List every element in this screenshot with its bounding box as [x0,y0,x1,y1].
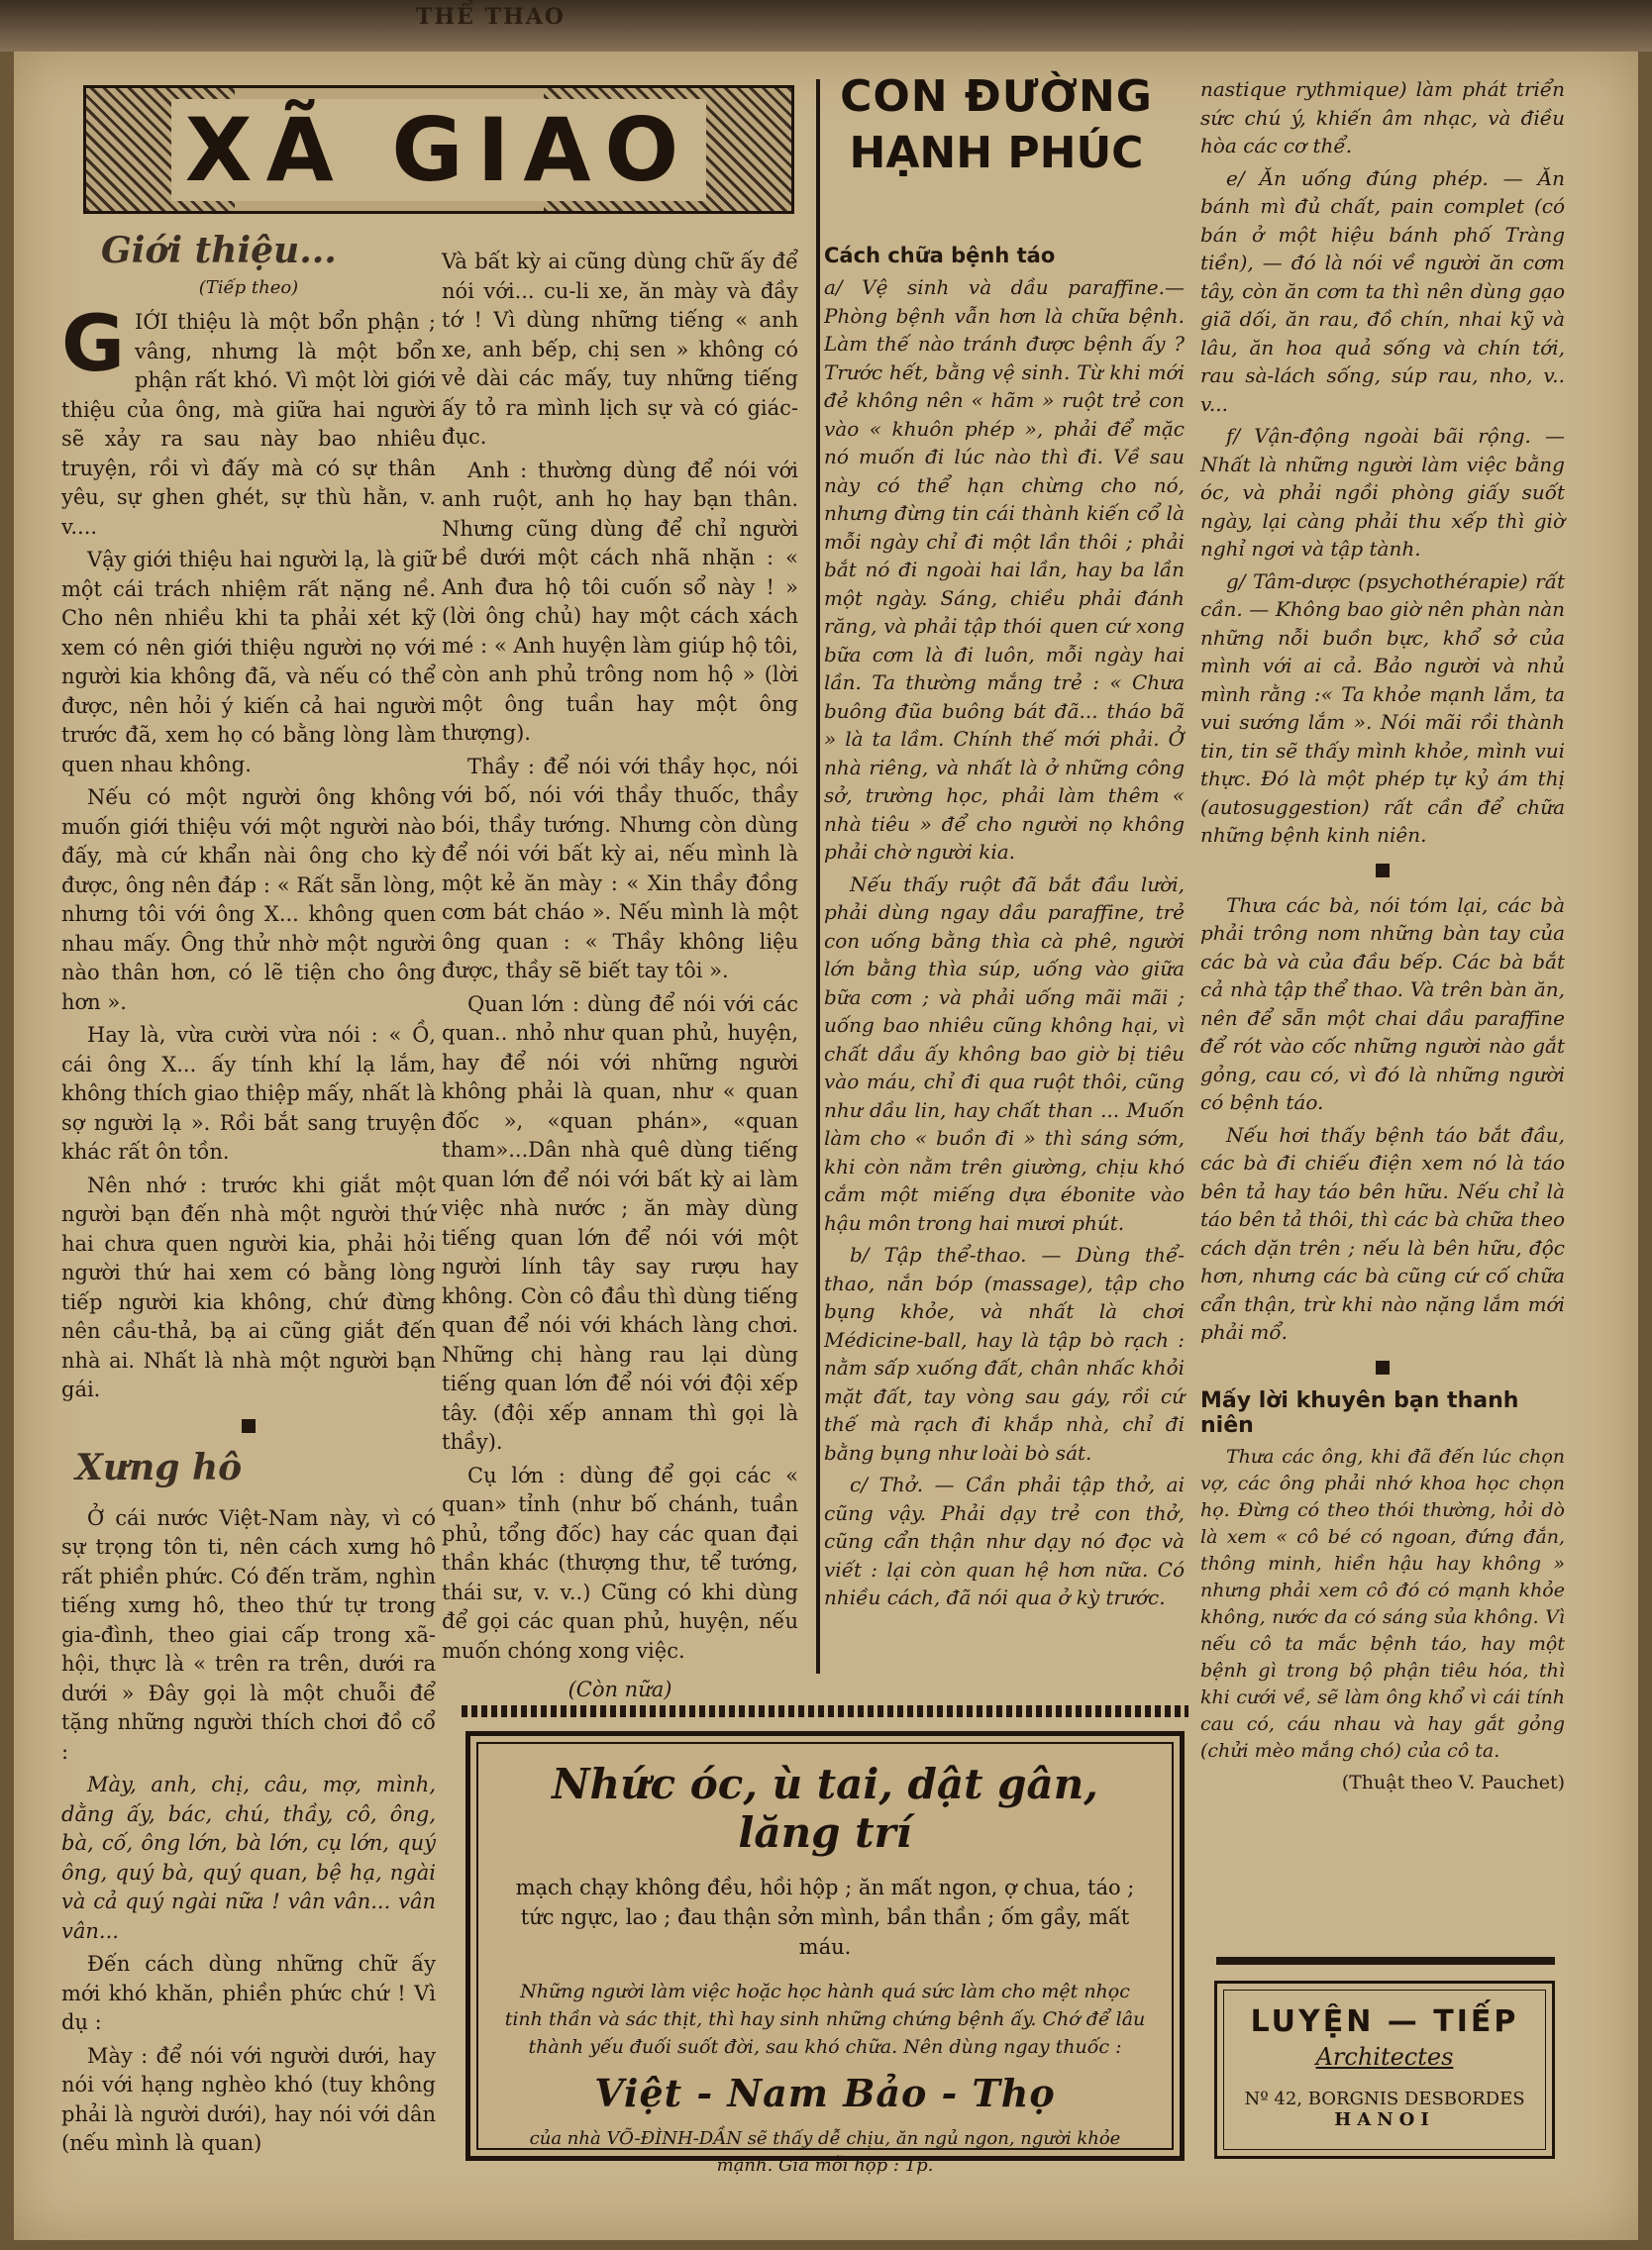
continued-note: (Còn nữa) [568,1678,672,1701]
paragraph: Cụ lớn : dùng để gọi các « quan» tỉnh (như bố chánh, tuần phủ, tổng đốc) hay các quan đại thần khác (thượng thư, tể tướng, thái sư, v. v..) Cũng có khi dùng để gọi các quan phủ, huyện, nếu muốn chóng xong việc. [442,1463,798,1663]
paragraph: Quan lớn : dùng để nói với các quan.. nhỏ như quan phủ, huyện, hay để nói với những người không phải là quan, như « quan đốc », «quan phán», «quan tham»...Dân nhà quê dùng tiếng quan lớn để nói với bất kỳ ai làm việc nhà nước ; ăn mày dùng tiếng quan lớn để nói với một người lính tây say rượu hay không. Còn cô đầu thì dùng tiếng quan để nói với khách làng chơi. Những chị hàng rau lại dùng tiếng quan lớn để nói với đội xếp tây. (đội xếp annam thì gọi là thầy). [442,991,798,1454]
paragraph: GIỚI thiệu là một bổn phận ; vâng, nhưng là một bổn phận rất khó. Vì một lời giới thiệu của ông, mà giữa hai người sẽ xảy ra sau này bao nhiêu truyện, rồi vì đấy mà có sự thân yêu, sự ghen ghét, sự thù hằn, v. v.... [61,300,436,539]
column-1 [61,230,436,2163]
section-separator [1376,1361,1390,1375]
paragraph: Hay là, vừa cười vừa nói : « Ồ, cái ông X... ấy tính khí lạ lắm, không thích giao thiệp mấy, nhất là sợ người lạ ». Rồi bắt sang truyện khác rất ôn tồn. [61,1023,436,1164]
paragraph: a/ Vệ sinh và dầu paraffine.— Phòng bệnh vẫn hơn là chữa bệnh. Làm thế nào tránh được bệnh ấy ? Trước hết, bằng vệ sinh. Từ khi mới đẻ không nên « hãm » ruột trẻ con vào « khuôn phép », phải để mặc nó muốn đi lúc nào thì đi. Về sau này có thể hạn chừng cho nó, nhưng đừng tin cái thành kiến cổ là mỗi ngày chỉ đi một lần thôi ; phải bắt nó đi ngoài hai lần, hay ba lần một ngày. Sáng, chiều phải đánh răng, và phải tập thói quen cứ xong bữa cơm là đi luôn, mỗi ngày hai lần. Ta thường mắng trẻ : « Chưa buông đũa buông bát đã... tháo bã » là ta lầm. Chính thế mới phải. Ở nhà riêng, và nhất là ở những công sở, trường học, phải làm thêm « nhà tiêu » để cho người nọ không phải chờ người kia. [824,275,1185,864]
ad-footer: của nhà VÕ-ĐÌNH-DẦN sẽ thấy dễ chịu, ăn ngủ ngon, người khỏe mạnh. Giá mỗi hộp : 1p. [529,2128,1121,2176]
paragraph: g/ Tâm-dược (psychothérapie) rất cần. — Không bao giờ nên phàn nàn những nỗi buồn bực, khổ sở của mình với ai cả. Bảo người và nhủ mình rằng :« Ta khỏe mạnh lắm, ta vui sướng lắm ». Nói mãi rồi thành tin, tin sẽ thấy mình khỏe, mình vui thực. Đó là một phép tự kỷ ám thị (autosuggestion) rất cần để chữa những bệnh kinh niên. [1200,568,1565,847]
advice-heading: Mấy lời khuyên bạn thanh niên [1200,1387,1519,1438]
section-separator [1376,864,1390,877]
section-title-gioi-thieu: Giới thiệu... [101,230,337,271]
paragraph: Nếu có một người ông không muốn giới thiệu với một người nào đấy, mà cứ khẩn nài ông cho kỳ được, ông nên đáp : « Rất sẵn lòng, nhưng tôi với ông X... không quen nhau mấy. Ông thử nhờ một người nào thân hơn, có lẽ tiện cho ông hơn ». [61,785,436,1014]
stamp-address: Nº 42, BORGNIS DESBORDES [1244,2089,1525,2109]
stamp-profession: Architectes [1315,2043,1454,2071]
paragraph: Anh : thường dùng để nói với anh ruột, anh họ hay bạn thân. Nhưng cũng dùng để chỉ người bề dưới một cách nhã nhặn : « Anh đưa hộ tôi cuốn sổ này ! » (lời ông chủ) hay một cách xách mé : « Anh huyện làm giúp hộ tôi, còn anh phủ trông nom hộ » (lời một ông tuần hay một ông thượng). [442,458,798,745]
ad-headline: Nhức óc, ù tai, dật gân, lăng trí [552,1760,1098,1857]
architect-stamp [1214,1981,1555,2159]
paragraph: Thưa các bà, nói tóm lại, các bà phải trông nom những bàn tay của các bà và của đầu bếp. Các bà bắt cả nhà tập thể thao. Và trên bàn ăn, nên để sẵn một chai dầu paraffine để rót vào cốc những người nào gắt gỏng, cau có, vì đó là những người có bệnh táo. [1200,892,1565,1114]
article-title-line-1: CON ĐƯỜNG [840,71,1153,122]
stamp-top-rule [1216,1957,1555,1965]
paragraph: Nếu hơi thấy bệnh táo bắt đầu, các bà đi chiếu điện xem nó là táo bên tả hay táo bên hữu. Nếu chỉ là táo bên tả thôi, thì các bà chữa theo cách dặn trên ; nếu là bên hữu, độc hơn, nhưng các bà cũng cứ cố chữa cẩn thận, trừ khi nào nặng lắm mới phải mổ. [1200,1122,1565,1344]
article-subheading: Cách chữa bệnh táo [824,244,1056,267]
article-title-line-2: HẠNH PHÚC [849,128,1144,178]
stamp-city: HANOI [1334,2109,1435,2130]
continued-note: (Tiếp theo) [198,277,299,298]
advertisement-box [465,1731,1185,2176]
column-2 [442,248,798,1709]
paragraph: Mày, anh, chị, câu, mợ, mình, dằng ấy, bác, chú, thầy, cô, ông, bà, cố, ông lớn, bà lớn, cụ lớn, quý ông, quý bà, quý quan, bệ hạ, ngài và cả quý ngài nữa ! vân vân... vân vân... [61,1773,436,1943]
ad-brand: Việt - Nam Bảo - Thọ [594,2071,1056,2115]
paragraph: Nên nhớ : trước khi giắt một người bạn đến nhà một người thứ hai chưa quen người kia, phải hỏi người thứ hai xem có bằng lòng tiếp người kia không, chứ đừng nên cầu-thả, bạ ai cũng giắt đến nhà ai. Nhất là nhà một người bạn gái. [61,1173,436,1401]
paragraph: e/ Ăn uống đúng phép. — Ăn bánh mì đủ chất, pain complet (có bán ở một hiệu bánh phố Tràng tiền), — đó là nói về người ăn cơm tây, còn ăn cơm ta thì nên dùng gạo giã dối, ăn rau, đồ chín, nhai kỹ và lâu, ăn hoa quả sống và chín tới, rau sà-lách sống, súp rau, nho, v.. v... [1200,165,1565,416]
paragraph: Vậy giới thiệu hai người lạ, là giữ một cái trách nhiệm rất nặng nề. Cho nên nhiều khi ta phải xét kỹ xem có nên giới thiệu người nọ với người kia không đã, và nếu có thể được, nên hỏi ý kiến cả hai người trước đã, xem họ có bằng lòng làm quen nhau không. [61,548,436,776]
paragraph: Và bất kỳ ai cũng dùng chữ ấy để nói với... cu-li xe, ăn mày và đầy tớ ! Vì dùng những tiếng « anh xe, anh bếp, chị sen » không có vẻ dài các mấy, tuy những tiếng ấy tỏ ra mình lịch sự và có giác-đục. [442,250,798,449]
section-separator [242,1419,256,1433]
running-head: THỂ THAO [416,4,566,30]
paragraph: Đến cách dùng những chữ ấy mới khó khăn, phiền phức chứ ! Vì dụ : [61,1952,436,2034]
paragraph: c/ Thở. — Cần phải tập thở, ai cũng vậy. Phải dạy trẻ con thở, cũng cẩn thận như dạy nó đọc và viết : lại còn quan hệ hơn nữa. Có nhiều cách, đã nói qua ở kỳ trước. [824,1473,1185,1609]
column-3 [824,238,1185,1616]
drop-cap: G [61,300,126,389]
paragraph: Nếu thấy ruột đã bắt đầu lười, phải dùng ngay dầu paraffine, trẻ con uống bằng thìa cà phê, người lớn bằng thìa súp, uống vào giữa bữa cơm ; và phải uống mãi mãi ; uống bao nhiêu cũng không hại, vì chất dầu ấy không bao giờ bị tiêu vào máu, chỉ đi qua ruột thôi, cũng như dầu lin, hay chất than ... Muốn làm cho « buồn đi » thì sáng sớm, khi còn nằm trên giường, chịu khó cắm một miếng dựa ébonite vào hậu môn trong hai mươi phút. [824,871,1185,1235]
article-title-con-duong [818,71,1175,178]
paragraph: nastique rythmique) làm phát triển sức chú ý, khiến âm nhạc, và điều hòa các cơ thể. [1200,77,1565,157]
section-title-xung-ho: Xưng hô [75,1446,243,1488]
masthead-title: XÃ GIAO [171,99,706,201]
paragraph: Thầy : để nói với thầy học, nói với bố, nói với thầy thuốc, thầy bói, thầy tướng. Nhưng còn dùng để nói với bất kỳ ai, nếu mình là một kẻ ăn mày : « Xin thầy đồng cơm bát cháo ». Nếu mình là một ông quan : « Thầy không liệu được, thầy sẽ biết tay tôi ». [442,754,798,982]
stamp-name: LUYỆN — TIẾP [1250,2004,1519,2039]
paragraph: f/ Vận-động ngoài bãi rộng. — Nhất là những người làm việc bằng óc, và phải ngồi phòng giấy suốt ngày, lại càng phải thu xếp thì giờ nghỉ ngơi và tập tành. [1200,424,1565,561]
architect-stamp-inner [1223,1990,1546,2150]
column-rule-left [816,79,820,1674]
paragraph: Mày : để nói với người dưới, hay nói với hạng nghèo khó (tuy không phải là người dưới), hay nói với dân (nếu mình là quan) [61,2043,436,2155]
paragraph: Thưa các ông, khi đã đến lúc chọn vợ, các ông phải nhớ khoa học chọn họ. Đừng có theo thói thường, hỏi dò là xem « cô bé có ngoan, đứng đắn, thông minh, hiền hậu hay không » nhưng phải xem cô đó có mạnh khỏe không, nước da có sáng sủa không. Vì nếu cô ta mắc bệnh táo, hay một bệnh gì trong bộ phận tiêu hóa, thì khi cưới về, sẽ làm ông khổ vì cái tính cau có, cáu nhau và hay gắt gỏng (chửi mèo mắng chó) của cô ta. [1200,1445,1565,1762]
ad-border-decoration [462,1705,1188,1717]
masthead-banner [83,85,794,214]
top-edge [0,0,1652,51]
source-credit: (Thuật theo V. Pauchet) [1341,1771,1565,1793]
paragraph: b/ Tập thể-thao. — Dùng thể-thao, nắn bóp (massage), tập cho bụng khỏe, và nhất là chơi Médicine-ball, hay là tập bò rạch : nằm sấp xuống đất, chân nhấc khỏi mặt đất, tay vòng sau gáy, rồi cứ thế mà rạch đi khắp nhà, chỉ đi bằng bụng như loài bò sát. [824,1243,1185,1465]
ad-symptoms: mạch chạy không đều, hồi hộp ; ăn mất ngon, ợ chua, táo ; tức ngực, lao ; đau thận sởn mình, bần thần ; ốm gầy, mất máu. [515,1876,1135,1959]
ad-advice: Những người làm việc hoặc học hành quá sức làm cho mệt nhọc tinh thần và sác thịt, thì hay sinh những chứng bệnh ấy. Chớ để lâu thành yếu đuối suốt đời, sau khó chữa. Nên dùng ngay thuốc : [504,1981,1146,2058]
advertisement-inner [476,1742,1174,2176]
column-4 [1200,75,1565,1801]
paragraph: Ở cái nước Việt-Nam này, vì có sự trọng tôn ti, nên cách xưng hô rất phiền phức. Có đến trăm, nghìn tiếng xưng hô, theo thứ tự trong gia-đình, theo giai cấp trong xã-hội, thực là « trên ra trên, dưới ra dưới » Đây gọi là một chuỗi để tặng những người thích chơi đồ cổ : [61,1505,436,1764]
